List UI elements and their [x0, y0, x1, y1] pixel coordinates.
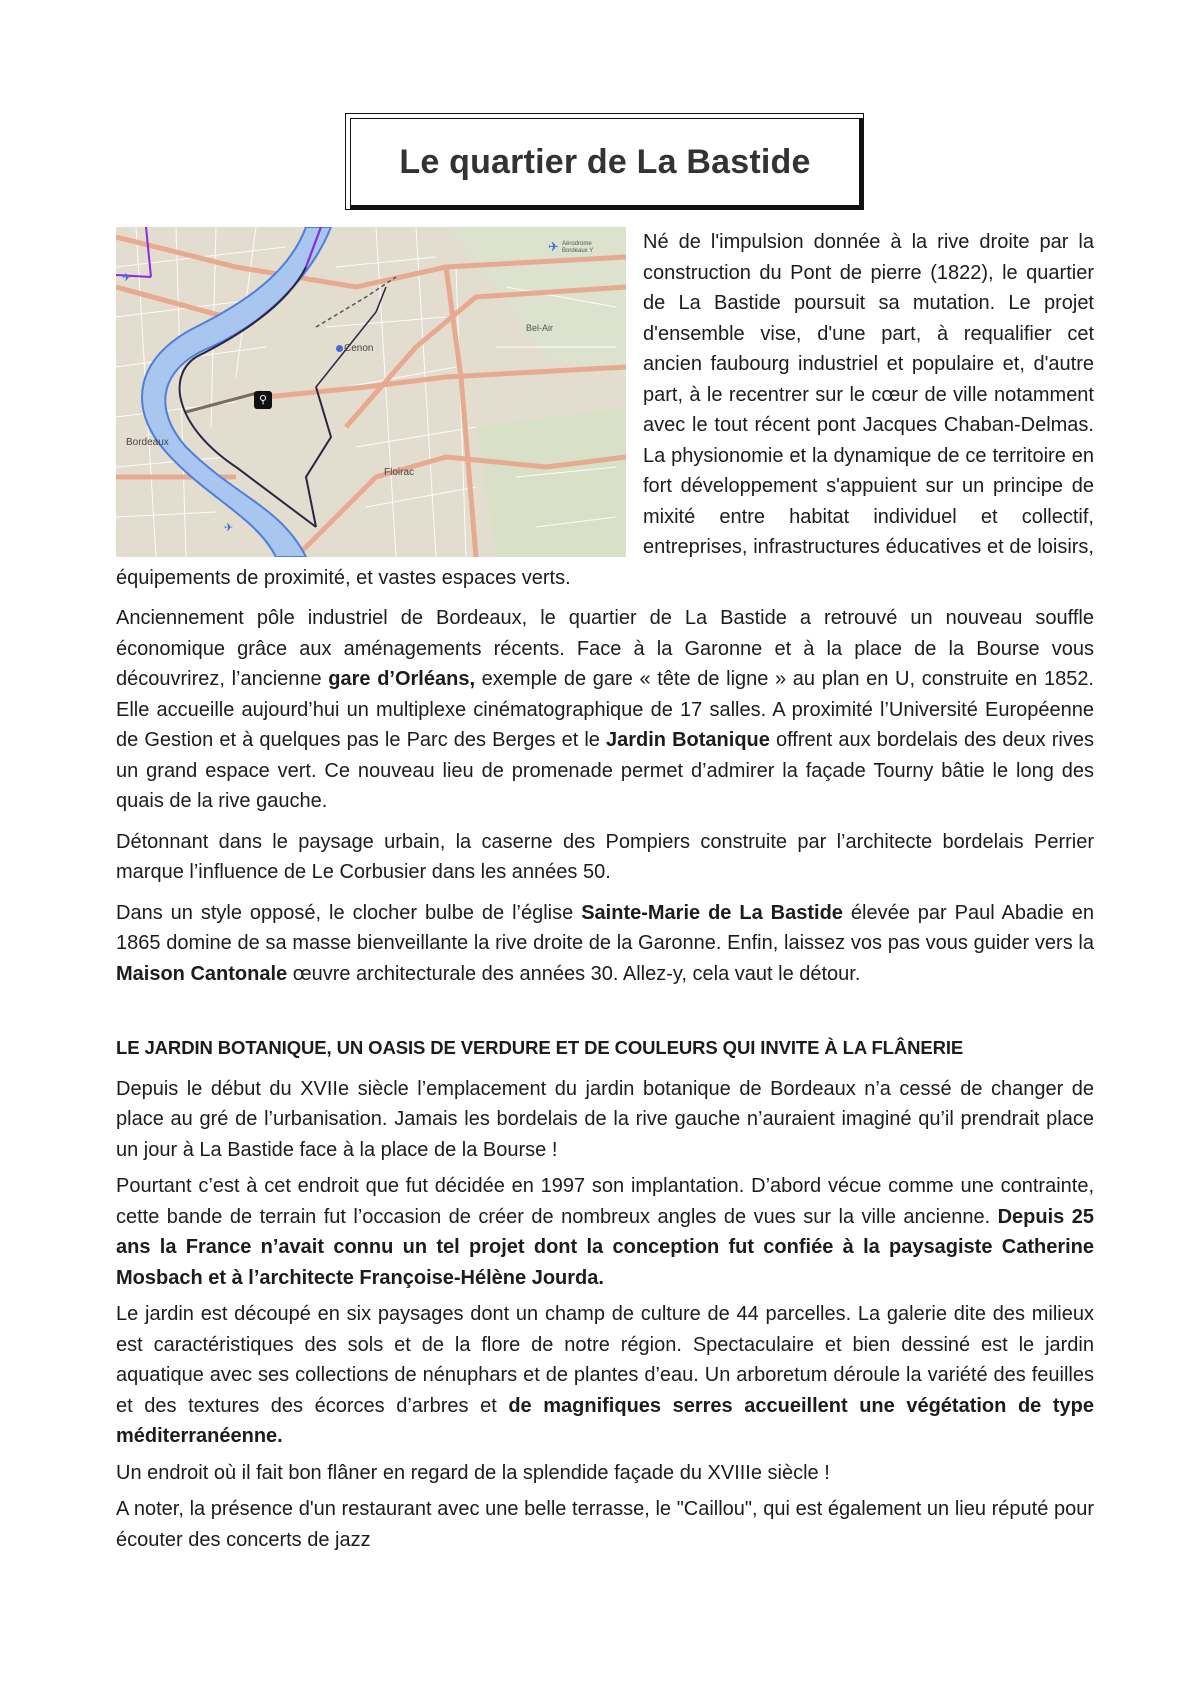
page-title: Le quartier de La Bastide	[399, 142, 811, 181]
paragraph-implantation-text: Pourtant c’est à cet endroit que fut décidée en 1997 son implantation. D’abord vécue comme une contrainte, cette bande de terrain fut l’occasion de créer de nombreux angles de vues sur la ville ancienne.	[116, 1175, 1094, 1228]
section-heading: LE JARDIN BOTANIQUE, UN OASIS DE VERDURE ET DE COULEURS QUI INVITE À LA FLÂNERIE	[116, 1037, 964, 1058]
map-label-floirac: Floirac	[384, 467, 415, 478]
paragraph-eglise-text-c: élevée par Paul Abadie en 1865 domine de sa masse bienveillante la rive droite de la Garonne. Enfin, laissez vos pas vous guider vers la	[116, 901, 1094, 954]
gare-orleans-bold: gare d’Orléans,	[328, 668, 476, 690]
paragraph-gare	[116, 603, 1094, 817]
paragraph-flaner: Un endroit où il fait bon flâner en regard de la splendide façade du XVIIIe siècle !	[116, 1461, 830, 1484]
paragraph-histoire: Depuis le début du XVIIe siècle l’emplacement du jardin botanique de Bordeaux n’a cessé de changer de place au gré de l’urbanisation. Jamais les bordelais de la rive gauche n’auraient imaginé qu’il prendrait place un jour à La Bastide face à la place de la Bourse !	[116, 1077, 1094, 1161]
maison-cantonale-bold: Maison Cantonale	[116, 962, 288, 985]
airport-icon: ✈	[122, 272, 132, 284]
paragraph-caillou: A noter, la présence d'un restaurant avec une belle terrasse, le "Caillou", qui est également un lieu réputé pour écouter des concerts de jazz	[116, 1498, 1094, 1551]
paragraph-implantation-bold: Depuis 25 ans la France n’avait connu un tel projet dont la conception fut confiée à la paysagiste Catherine Mosbach et à l’architecte Françoise-Hélène Jourda.	[116, 1205, 1094, 1289]
eglise-bold: Sainte-Marie de La Bastide	[581, 901, 843, 924]
paragraph-paysages-text: Le jardin est découpé en six paysages dont un champ de culture de 44 parcelles. La galerie dite des milieux est caractéristiques des sols et de la flore de notre région. Spectaculaire et bien dessiné est le jardin aquatique avec ses collections de nénuphars et de plantes d’eau. Un arboretum déroule la variété des feuilles et des textures des écorces d’arbres et	[116, 1303, 1094, 1417]
map-float-space	[116, 227, 643, 561]
paragraph-gare-text-c: exemple de gare « tête de ligne » au plan en U, construite en 1852. Elle accueille aujourd’hui un multiplexe cinématographique de 17 salles. A proximité l’Université Européenne de Gestion et à quelques pas le Parc des Berges et le	[116, 668, 1094, 751]
title-frame	[345, 113, 864, 210]
paragraph-eglise-text-d: œuvre architecturale des années 30. Allez-y, cela vaut le détour.	[287, 962, 861, 985]
airport-icon: ✈	[548, 239, 559, 254]
title-frame-inner	[350, 118, 863, 209]
jardin-botanique-bold: Jardin Botanique	[606, 729, 770, 751]
paragraph-gare-text-d: offrent aux bordelais des deux rives un grand espace vert. Ce nouveau lieu de promenade permet d’admirer la façade Tourny bâtie le long des quais de la rive gauche.	[116, 729, 1094, 812]
map-label-aerodrome: Aérodrome Bordeaux Y	[562, 241, 594, 254]
airport-icon: ✈	[224, 522, 234, 534]
paragraph-implantation	[116, 1171, 1094, 1293]
section-spacer	[116, 999, 1094, 1033]
paragraph-pompiers: Détonnant dans le paysage urbain, la caserne des Pompiers construite par l’architecte bordelais Perrier marque l’influence de Le Corbusier dans les années 50.	[116, 830, 1094, 883]
map-label-bel-air: Bel-Air	[526, 323, 554, 333]
paragraph-gare-text-a: Anciennement pôle industriel de Bordeaux, le quartier de La Bastide a retrouvé un nouveau souffle économique grâce aux aménagements récents. Face à la Garonne et à la place de la Bourse vous découvrirez, l’ancienne	[116, 607, 1094, 690]
paragraph-eglise	[116, 898, 1094, 990]
search-pin-icon: ⚲	[254, 391, 272, 409]
map-label-cenon: Cenon	[344, 343, 374, 354]
article-body	[116, 227, 1094, 1565]
paragraph-paysages-bold: de magnifiques serres accueillent une végétation de type méditerranéenne.	[116, 1394, 1094, 1447]
map-label-bordeaux: Bordeaux	[126, 437, 169, 448]
intro-paragraph: Né de l'impulsion donnée à la rive droite par la construction du Pont de pierre (1822), le quartier de La Bastide poursuit sa mutation. Le projet d'ensemble vise, d'une part, à requalifier cet ancien faubourg industriel et populaire et, d'autre part, à le recentrer sur le cœur de ville notamment avec le tout récent pont Jacques Chaban-Delmas. La physionomie et la dynamique de ce territoire en fort développement s'appuient sur un principe de mixité entre habitat individuel et collectif, entreprises, infrastructures éducatives et de loisirs, équipements de proximité, et vastes espaces verts.	[116, 231, 1094, 589]
paragraph-paysages	[116, 1299, 1094, 1452]
paragraph-eglise-text-a: Dans un style opposé, le clocher bulbe de l’église	[116, 901, 582, 924]
